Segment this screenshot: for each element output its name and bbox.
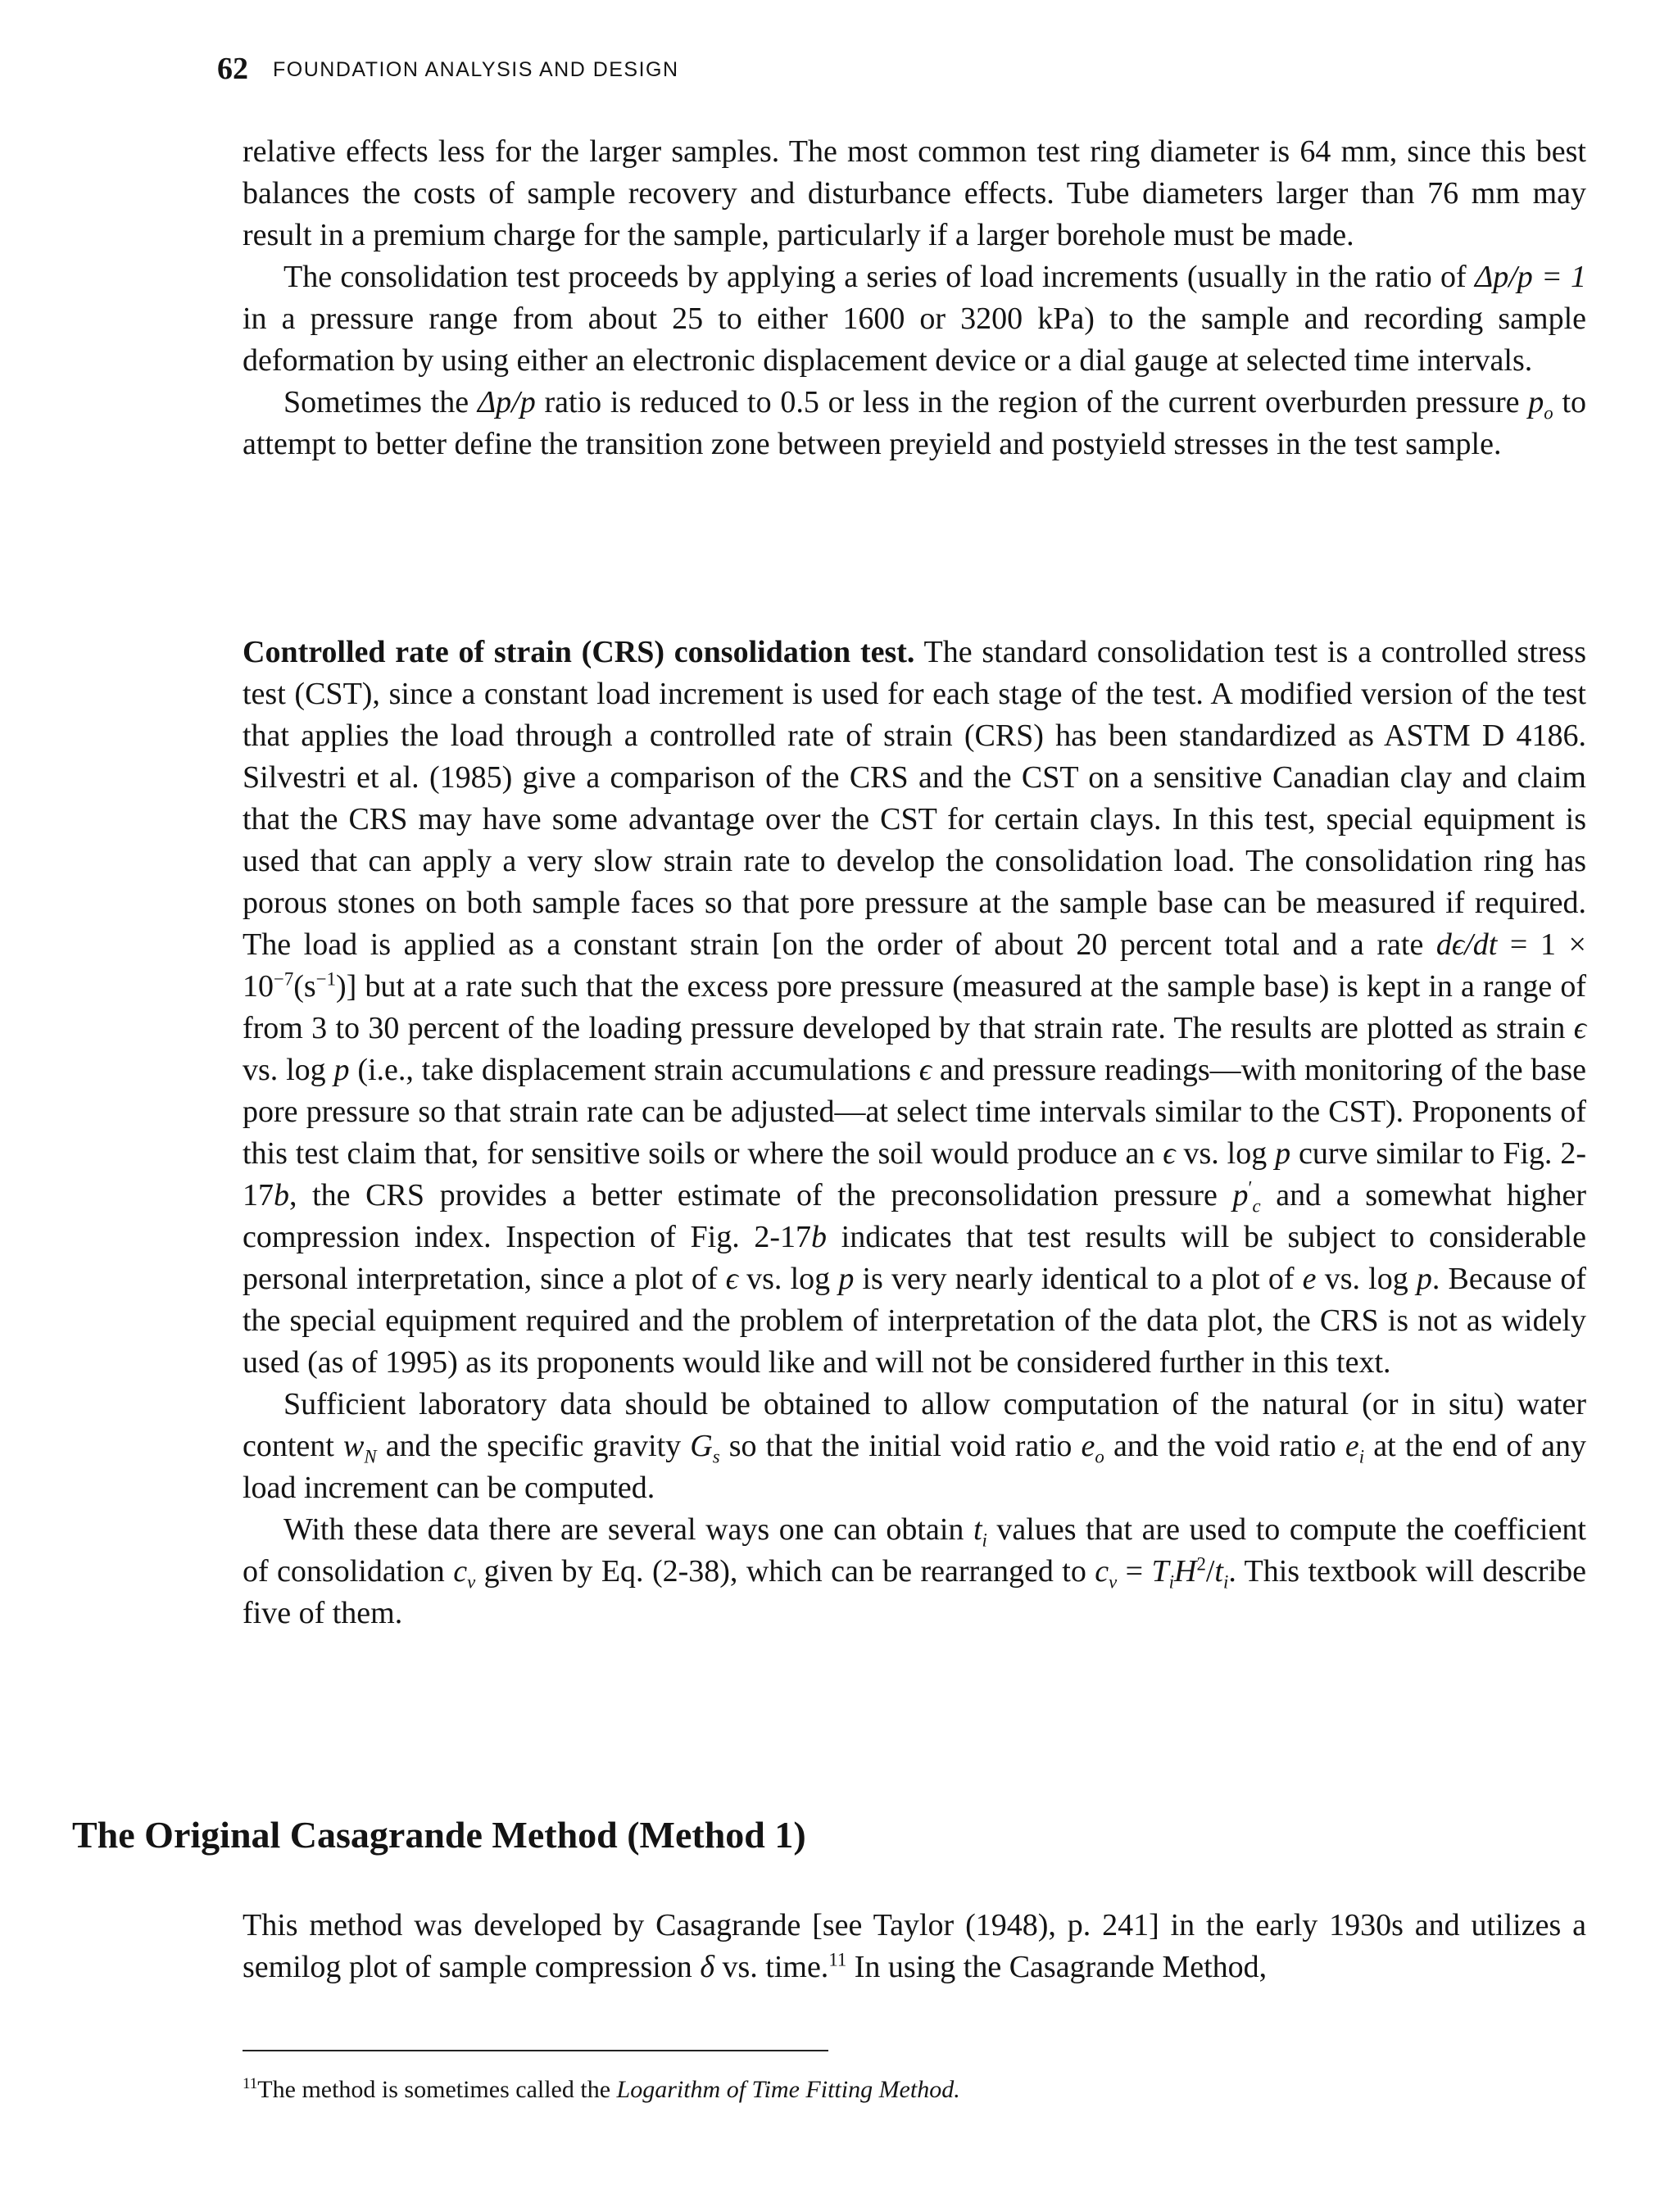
body-text-top <box>243 131 1586 465</box>
text-run: and pressure readings—with monitoring of the base pore pressure so that strain rate can be adjusted—at select time intervals similar to the CST). Proponents of this test claim that, for sensitive soils or where the soil would produce an <box>243 1053 1586 1171</box>
math-symbol: c <box>1095 1554 1109 1589</box>
math-subscript: o <box>1544 402 1553 424</box>
text-run: in a pressure range from about 25 to either 1600 or 3200 kPa) to the sample and recording sample deformation by using either an electronic displacement device or a dial gauge at selected time intervals. <box>243 301 1586 378</box>
body-text-casagrande <box>243 1905 1586 1988</box>
text-run: Sometimes the <box>283 385 478 419</box>
paragraph-coefficient-consolidation <box>243 1509 1586 1634</box>
page-header <box>217 51 1610 92</box>
text-run: (i.e., take displacement strain accumulations <box>349 1053 919 1087</box>
footnote-marker: 11 <box>828 1949 847 1970</box>
math-symbol: e <box>1302 1262 1317 1296</box>
math-ratio: Δp/p = 1 <box>1474 260 1586 294</box>
math-symbol: t <box>1214 1554 1223 1589</box>
text-run: vs. log <box>1175 1136 1276 1171</box>
text-run: Sufficient laboratory data should be obtained to allow computation of the natural (or in situ) water content <box>243 1387 1586 1463</box>
text-run: and a somewhat higher compression index. Inspection of Fig. 2-17 <box>243 1178 1586 1254</box>
text-run: The standard consolidation test is a controlled stress test (CST), since a constant load increment is used for each stage of the test. A modified version of the test that applies the load through a controlled rate of strain (CRS) has been standardized as ASTM D 4186. Silvestri et al. (1985) give a comparison of the CRS and the CST on a sensitive Canadian clay and claim that the CRS may have some advantage over the CST for certain clays. In this test, special equipment is used that can apply a very slow strain rate to develop the consolidation load. The consolidation ring has porous stones on both sample faces so that pore pressure at the sample base can be measured if required. The load is applied as a constant strain [on the order of about 20 percent total and a rate <box>243 635 1587 962</box>
text-run: With these data there are several ways one can obtain <box>283 1512 973 1547</box>
text-run: values that are used to compute the coefficient of consolidation <box>243 1512 1586 1589</box>
text-run: vs. log <box>243 1053 334 1087</box>
text-run: given by Eq. (2-38), which can be rearranged to <box>475 1554 1095 1589</box>
math-subscript: i <box>982 1530 987 1551</box>
text-run: = 1 × 10 <box>243 927 1586 1004</box>
paragraph-ring-diameter: relative effects less for the larger samples. The most common test ring diameter is 64 mm, since this best balances the costs of sample recovery and disturbance effects. Tube diameters larger than 76 mm may result in a premium charge for the sample, particularly if a larger borehole must be made. <box>243 134 1586 252</box>
math-symbol: ϵ <box>1573 1011 1586 1045</box>
math-symbol: δ <box>700 1950 714 1984</box>
math-symbol: w <box>342 1429 365 1463</box>
text-run: is very nearly identical to a plot of <box>854 1262 1303 1296</box>
text-run: and the specific gravity <box>376 1429 691 1463</box>
math-subscript: o <box>1095 1446 1104 1467</box>
math-ratio: Δp/p <box>477 385 536 419</box>
math-symbol: H <box>1174 1554 1197 1589</box>
math-rate: dϵ/dt <box>1435 927 1498 962</box>
math-subscript: i <box>1358 1446 1365 1467</box>
footnote-number: 11 <box>243 2075 258 2092</box>
math-symbol: p <box>1528 385 1544 419</box>
paragraph-laboratory-data <box>243 1384 1586 1509</box>
footnote-text: The method is sometimes called the <box>257 2076 617 2103</box>
run-in-heading: Controlled rate of strain (CRS) consolidation test. <box>243 635 915 669</box>
math-symbol: p <box>1232 1178 1249 1213</box>
text-run: vs. time. <box>714 1950 829 1984</box>
math-superscript: ′ <box>1248 1177 1253 1199</box>
math-symbol: p <box>1416 1262 1432 1296</box>
math-symbol: ϵ <box>1163 1136 1176 1171</box>
math-symbol: p <box>333 1053 350 1087</box>
math-symbol: e <box>1345 1429 1359 1463</box>
text-run: This method was developed by Casagrande [see Taylor (1948), p. 241] in the early 1930s and utilizes a semilog plot of sample compression <box>243 1908 1586 1984</box>
text-run: ratio is reduced to 0.5 or less in the region of the current overburden pressure <box>535 385 1529 419</box>
running-title: FOUNDATION ANALYSIS AND DESIGN <box>273 58 679 81</box>
text-run: so that the initial void ratio <box>719 1429 1082 1463</box>
text-run: indicates that test results will be subject to considerable personal interpretation, since a plot of <box>243 1220 1586 1296</box>
math-symbol: ϵ <box>918 1053 932 1087</box>
math-subscript: v <box>467 1571 476 1593</box>
math-subscript: v <box>1109 1571 1118 1593</box>
text-run: . Because of the special equipment required and the problem of interpretation of the data plot, the CRS is not as widely used (as of 1995) as its proponents would like and will not be considered further in this text. <box>243 1262 1586 1380</box>
math-subscript: i <box>1222 1571 1229 1593</box>
text-run: = <box>1117 1554 1152 1589</box>
math-subscript: s <box>712 1446 720 1467</box>
text-run: at the end of any load increment can be computed. <box>243 1429 1586 1505</box>
figure-letter: b <box>811 1220 827 1254</box>
page-number: 62 <box>217 52 248 86</box>
paragraph-ratio-reduced <box>243 382 1586 465</box>
paragraph-crs-test <box>243 632 1586 1384</box>
paragraph-load-increments <box>243 256 1586 382</box>
footnote-rule <box>243 2050 828 2051</box>
paragraph-casagrande-method <box>243 1905 1586 1988</box>
math-symbol: c <box>453 1554 468 1589</box>
math-symbol: T <box>1151 1554 1169 1589</box>
text-run: )] <box>335 969 357 1004</box>
text-run: curve similar to Fig. 2-17 <box>243 1136 1586 1213</box>
text-run: . This textbook will describe five of them. <box>243 1554 1586 1630</box>
math-superscript: 2 <box>1196 1553 1206 1575</box>
math-subscript: N <box>364 1446 377 1467</box>
math-subscript: c <box>1252 1195 1261 1217</box>
section-heading: The Original Casagrande Method (Method 1) <box>72 1814 806 1856</box>
math-symbol: ϵ <box>725 1262 738 1296</box>
math-symbol: p <box>838 1262 855 1296</box>
text-run: and the void ratio <box>1104 1429 1345 1463</box>
math-symbol: t <box>973 1512 982 1547</box>
text-run: In using the Casagrande Method, <box>846 1950 1268 1984</box>
text-run: but at a rate such that the excess pore pressure (measured at the sample base) is kept in a range of from 3 to 30 percent of the loading pressure developed by that strain rate. The results are plotted as strain <box>243 969 1586 1045</box>
math-symbol: e <box>1081 1429 1095 1463</box>
math-symbol: p <box>1275 1136 1291 1171</box>
math-superscript: −7 <box>274 968 294 990</box>
body-text-crs <box>243 632 1586 1634</box>
footnote <box>243 2074 960 2105</box>
text-run: vs. log <box>1316 1262 1417 1296</box>
text-run: , the CRS provides a better estimate of the preconsolidation pressure <box>289 1178 1233 1213</box>
math-symbol: G <box>690 1429 713 1463</box>
math-superscript: −1 <box>315 968 336 990</box>
math-subscript: i <box>1168 1571 1174 1593</box>
text-run: / <box>1205 1554 1215 1589</box>
text-run: (s <box>293 969 316 1004</box>
text-run: to attempt to better define the transition zone between preyield and postyield stresses in the test sample. <box>243 385 1587 461</box>
footnote-italic-text: Logarithm of Time Fitting Method. <box>616 2076 960 2103</box>
text-run: vs. log <box>737 1262 839 1296</box>
text-run: The consolidation test proceeds by applying a series of load increments (usually in the ratio of <box>283 260 1475 294</box>
figure-letter: b <box>274 1178 289 1213</box>
